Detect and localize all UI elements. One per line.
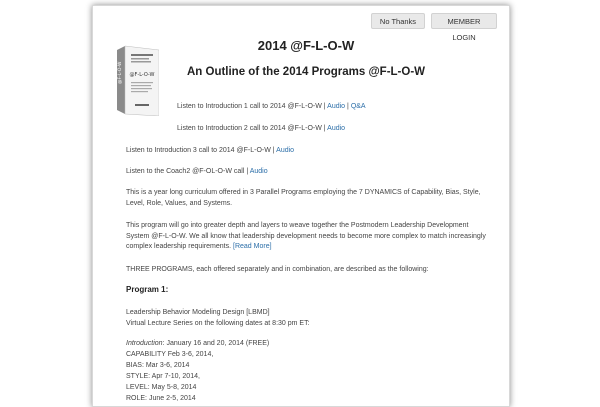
date-level: LEVEL: May 5-8, 2014: [126, 384, 197, 391]
page-title: 2014 @F-L-O-W: [257, 38, 355, 53]
paragraph-program-depth: This program will go into greater depth and layers to weave together the Postmodern Leadership Development System @F-L-O-W. We all know that leadership development needs to become more complex to match increasingly complex leadership requirements. [Read More]: [126, 222, 486, 250]
audio-link-2[interactable]: Audio: [327, 125, 346, 132]
call-line-2: Listen to Introduction 2 call to 2014 @F-L-O-W | Audio: [177, 125, 346, 132]
content-card: [92, 5, 510, 407]
program-1-line-2: Virtual Lecture Series on the following dates at 8:30 pm ET:: [126, 320, 310, 327]
book-spine-text: @F-L-O-W: [118, 61, 123, 84]
program-1-dates: [126, 338, 269, 404]
program-1-details: [126, 307, 310, 329]
no-thanks-button[interactable]: No Thanks: [371, 13, 425, 29]
date-role: ROLE: June 2-5, 2014: [126, 395, 196, 402]
date-bias: BIAS: Mar 3-6, 2014: [126, 362, 190, 369]
call-line-4: Listen to the Coach2 @F-OL-O-W call | Audio: [126, 168, 268, 175]
book-cover-title: @F-L-O-W: [129, 72, 155, 78]
audio-link-1[interactable]: Audio: [327, 103, 346, 110]
book-cover-image: [117, 44, 159, 114]
call-line-3: Listen to Introduction 3 call to 2014 @F-L-O-W | Audio: [126, 147, 295, 154]
program-1-heading: Program 1:: [126, 285, 169, 294]
paragraph-curriculum: This is a year long curriculum offered in 3 Parallel Programs employing the 7 DYNAMICS of Capability, Bias, Style, Level, Role, Values, and Systems.: [126, 189, 481, 207]
call-line-1: Listen to Introduction 1 call to 2014 @F-L-O-W | Audio | Q&A: [177, 103, 366, 110]
member-login-button[interactable]: MEMBER LOGIN: [431, 13, 497, 29]
audio-link-4[interactable]: Audio: [249, 168, 268, 175]
date-style: STYLE: Apr 7-10, 2014,: [126, 373, 200, 380]
page-subtitle: An Outline of the 2014 Programs @F-L-O-W: [186, 66, 426, 78]
audio-link-3[interactable]: Audio: [276, 147, 295, 154]
program-1-line-1: Leadership Behavior Modeling Design [LBMD]: [126, 309, 270, 316]
qa-link-1[interactable]: Q&A: [350, 103, 366, 110]
paragraph-three-programs: THREE PROGRAMS, each offered separately and in combination, are described as the following:: [126, 266, 429, 273]
intro-dates: Introduction: January 16 and 20, 2014 (FREE): [126, 340, 270, 347]
read-more-link[interactable]: [Read More]: [233, 243, 272, 250]
date-capability: CAPABILITY Feb 3-6, 2014,: [126, 351, 214, 358]
